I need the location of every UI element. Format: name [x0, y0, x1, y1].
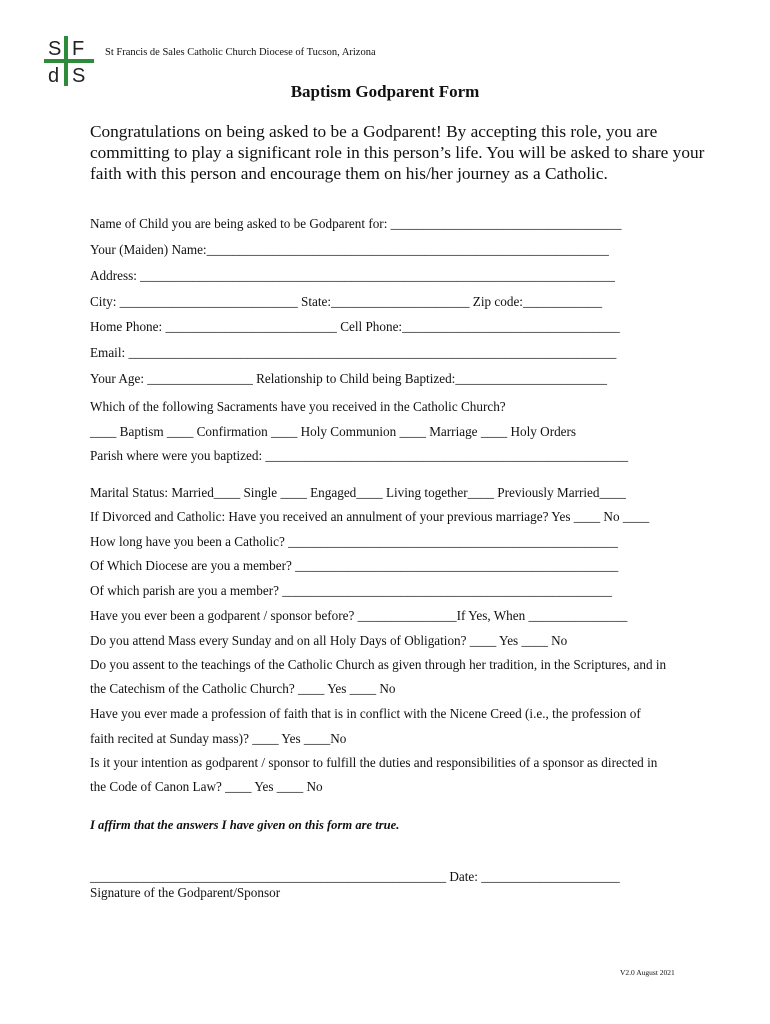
logo-letter: S	[48, 38, 62, 60]
email-field[interactable]: Email: __________________________________________________________________________	[90, 345, 617, 360]
parish-baptized-field[interactable]: Parish where were you baptized: _______________________________________________________	[90, 448, 629, 463]
signature-date-field[interactable]: ______________________________________________________ Date: _____________________	[90, 869, 620, 884]
godparent-before-field[interactable]: Have you ever been a godparent / sponsor before? _______________If Yes, When _______________	[90, 608, 628, 623]
profession-question: Have you ever made a profession of faith that is in conflict with the Nicene Creed (i.e., the profession of	[90, 706, 641, 721]
address-field[interactable]: Address: ________________________________________________________________________	[90, 268, 615, 283]
assent-question: Do you assent to the teachings of the Catholic Church as given through her tradition, in the Scriptures, and in	[90, 657, 667, 672]
logo-letter: F	[72, 38, 85, 60]
signature-label: Signature of the Godparent/Sponsor	[90, 885, 281, 900]
logo-letter: d	[48, 65, 60, 86]
church-logo	[44, 36, 94, 86]
sacraments-options[interactable]: ____ Baptism ____ Confirmation ____ Holy Communion ____ Marriage ____ Holy Orders	[90, 424, 577, 439]
affirmation-statement: I affirm that the answers I have given on this form are true.	[90, 818, 400, 832]
city-state-zip-fields[interactable]: City: ___________________________ State:_____________________ Zip code:____________	[90, 294, 603, 309]
child-name-field[interactable]: Name of Child you are being asked to be Godparent for: ___________________________________	[90, 216, 622, 231]
sacraments-question: Which of the following Sacraments have you received in the Catholic Church?	[90, 399, 506, 414]
intention-answer[interactable]: the Code of Canon Law? ____ Yes ____ No	[90, 779, 323, 794]
phone-fields[interactable]: Home Phone: __________________________ Cell Phone:_________________________________	[90, 319, 620, 334]
attend-mass-question[interactable]: Do you attend Mass every Sunday and on all Holy Days of Obligation? ____ Yes ____ No	[90, 633, 568, 648]
diocese-field[interactable]: Of Which Diocese are you a member? _________________________________________________	[90, 558, 619, 573]
marital-status-options[interactable]: Marital Status: Married____ Single ____ Engaged____ Living together____ Previously Married____	[90, 485, 626, 500]
your-name-field[interactable]: Your (Maiden) Name:_____________________________________________________________	[90, 242, 609, 257]
version-footer: V2.0 August 2021	[620, 968, 675, 977]
profession-answer[interactable]: faith recited at Sunday mass)? ____ Yes ____No	[90, 731, 347, 746]
age-relationship-fields[interactable]: Your Age: ________________ Relationship to Child being Baptized:_______________________	[90, 371, 607, 386]
parish-member-field[interactable]: Of which parish are you a member? __________________________________________________	[90, 583, 612, 598]
annulment-question[interactable]: If Divorced and Catholic: Have you received an annulment of your previous marriage? Yes ____ No ____	[90, 509, 650, 524]
logo-letter: S	[72, 65, 86, 86]
intro-paragraph: Congratulations on being asked to be a Godparent! By accepting this role, you are committing to play a significant role in this person’s life. You will be asked to share your faith with this person and encourage them on his/her journey as a Catholic.	[90, 122, 705, 183]
intention-question: Is it your intention as godparent / sponsor to fulfill the duties and responsibilities of a sponsor as directed in	[90, 755, 658, 770]
church-header: St Francis de Sales Catholic Church Diocese of Tucson, Arizona	[105, 47, 376, 58]
assent-answer[interactable]: the Catechism of the Catholic Church? ____ Yes ____ No	[90, 681, 396, 696]
how-long-catholic-field[interactable]: How long have you been a Catholic? __________________________________________________	[90, 534, 618, 549]
page-title: Baptism Godparent Form	[290, 82, 480, 101]
